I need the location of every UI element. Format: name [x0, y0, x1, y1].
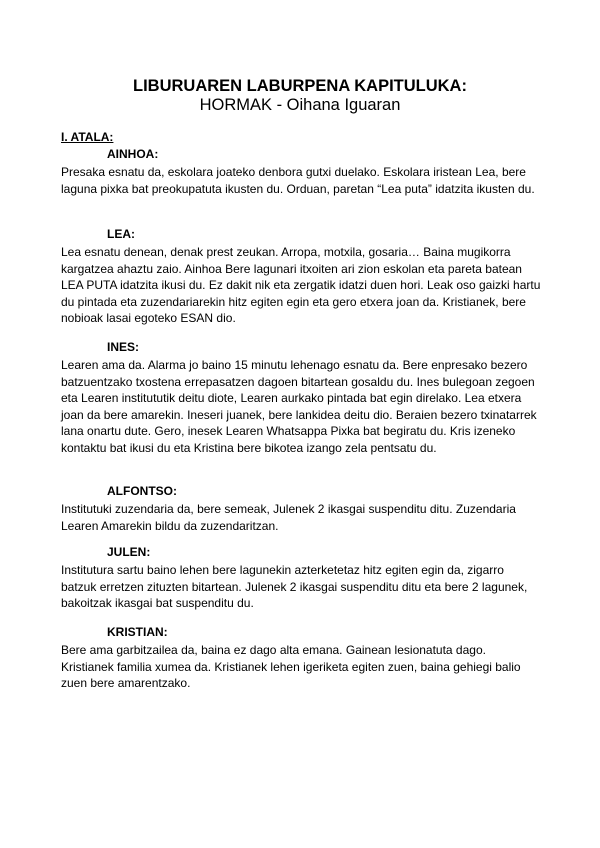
- character-block-lea: [61, 227, 541, 327]
- character-block-alfontso: [61, 484, 541, 534]
- book-author: Oihana Iguaran: [286, 96, 401, 114]
- character-name: JULEN:: [107, 545, 151, 559]
- book-title: HORMAK -: [199, 96, 287, 114]
- character-summary: Presaka esnatu da, eskolara joateko denbora gutxi duelako. Eskolara iristean Lea, bere laguna pixka bat preokupatuta ikusten du. Orduan, paretan “Lea puta” idatzita ikusten du.: [61, 165, 535, 196]
- title-line1-text: LIBURUAREN LABURPENA KAPITULUKA:: [133, 77, 467, 95]
- character-block-ainhoa: [61, 147, 541, 197]
- character-name: INES:: [107, 340, 140, 354]
- character-block-kristian: [61, 625, 541, 692]
- character-name: ALFONTSO:: [107, 484, 177, 498]
- section-heading: I. ATALA:: [61, 130, 114, 144]
- character-block-ines: [61, 340, 541, 457]
- document-title-line1: [0, 76, 600, 96]
- character-summary: Institutura sartu baino lehen bere lagunekin azterketetaz hitz egiten egin da, zigarro batzuk erretzen zituzten bitartean. Julenek 2 ikasgai suspenditu ditu eta bere 2 lagunek, bakoitzak ikasgai bat suspenditu du.: [61, 563, 528, 611]
- character-name: KRISTIAN:: [107, 625, 168, 639]
- document-title-line2: [0, 95, 600, 115]
- character-block-julen: [61, 545, 541, 612]
- character-name: LEA:: [107, 227, 135, 241]
- character-name: AINHOA:: [107, 147, 159, 161]
- character-summary: Bere ama garbitzailea da, baina ez dago alta emana. Gainean lesionatuta dago. Kristianek familia xumea da. Kristianek lehen igeriketa egiten zuen, baina gehiegi balio zuen bere amarentzako.: [61, 643, 521, 691]
- character-summary: Lea esnatu denean, denak prest zeukan. Arropa, motxila, gosaria… Baina mugikorra kargatzea ahaztu zaio. Ainhoa Bere lagunari itxoiten ari zion eskolan eta pareta batean LEA PUTA idatzita ikusi du. Ez dakit nik eta zergatik idatzi duen hori. Leak oso gaizki hartu du pintada eta zuzendariarekin hitz egiten egin eta gero etxera joan da. Kristianek, bere nobioak lasai egoteko ESAN dio.: [61, 245, 541, 326]
- character-summary: Learen ama da. Alarma jo baino 15 minutu lehenago esnatu da. Bere enpresako bezero batzuentzako txostena errepasatzen dagoen bitartean gosaldu du. Ines bulegoan zegoen eta Learen institututik deitu diote, Learen aurkako pintada bat egin direlako. Lea etxera joan da bere amarekin. Ineseri juanek, bere lankidea deitu dio. Beraien bezero txinatarrek lana onartu dute. Gero, inesek Learen Whatsappa Pixka bat begiratu du. Kris izeneko kontaktu bat ikusi du eta Kristina bere bikotea izango zela pentsatu du.: [61, 358, 537, 455]
- character-summary: Institutuki zuzendaria da, bere semeak, Julenek 2 ikasgai suspenditu ditu. Zuzendaria Learen Amarekin bildu da zuzendaritzan.: [61, 502, 516, 533]
